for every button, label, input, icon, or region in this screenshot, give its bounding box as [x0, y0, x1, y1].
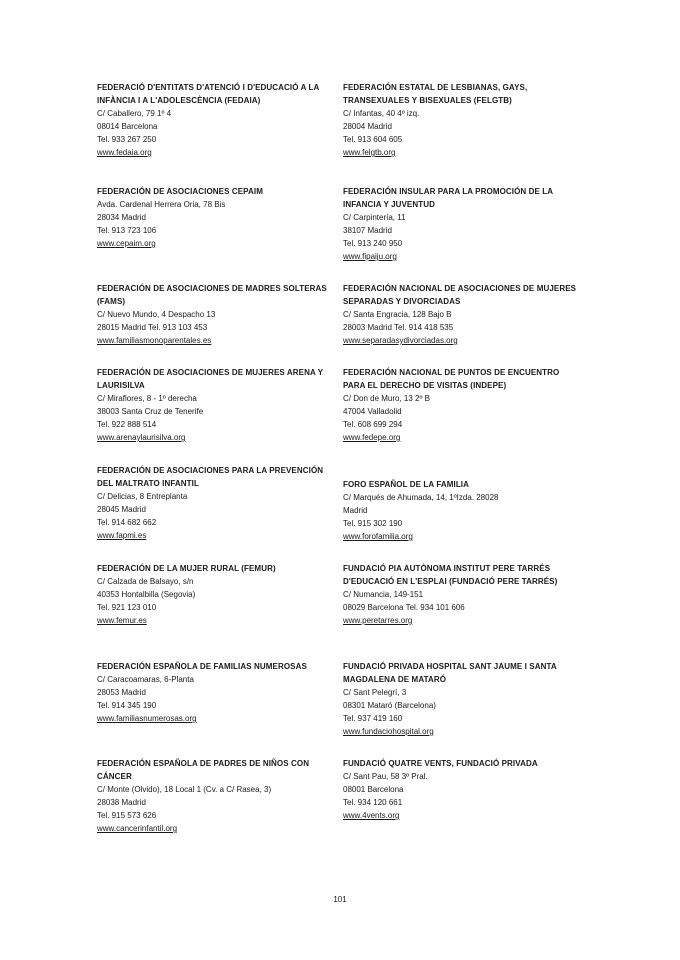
entry-city: 47004 Valladolid — [343, 407, 402, 416]
entry-address: C/ Marqués de Ahumada, 14, 1ºIzda. 28028 — [343, 493, 499, 502]
directory-entry — [343, 185, 583, 263]
entry-phone: Tel. 913 723 106 — [97, 226, 157, 235]
entry-phone: Tel. 933 267 250 — [97, 135, 157, 144]
entry-city: 08014 Barcelona — [97, 122, 158, 131]
entry-name: FEDERACIÓN DE LA MUJER RURAL (FEMUR) — [97, 564, 276, 573]
entry-phone: Tel. 921 123 010 — [97, 603, 157, 612]
entry-phone: Tel. 913 240 950 — [343, 239, 403, 248]
entry-phone: Tel. 934 120 661 — [343, 798, 403, 807]
entry-address: C/ Infantas, 40 4º izq. — [343, 109, 420, 118]
entry-name: FUNDACIÓ PRIVADA HOSPITAL SANT JAUME I SANTA MAGDALENA DE MATARÓ — [343, 662, 557, 684]
entry-city: 28004 Madrid — [343, 122, 392, 131]
entry-website-link[interactable]: www.familiasmonoparentales.es — [97, 336, 212, 345]
entry-city: 38107 Madrid — [343, 226, 392, 235]
entry-address: C/ Delicias, 8 Entreplanta — [97, 492, 188, 501]
entry-website-link[interactable]: www.fedaia.org — [97, 148, 152, 157]
entry-city: 38003 Santa Cruz de Tenerife — [97, 407, 204, 416]
entry-address: Avda. Cardenal Herrera Oria, 78 Bis — [97, 200, 226, 209]
entry-name: FEDERACIÓN DE ASOCIACIONES DE MADRES SOLTERAS (FAMS) — [97, 284, 327, 306]
directory-entry — [97, 282, 337, 347]
entry-name: FEDERACIÓN DE ASOCIACIONES PARA LA PREVENCIÓN DEL MALTRATO INFANTIL — [97, 466, 324, 488]
entry-address: C/ Don de Muro, 13 2º B — [343, 394, 430, 403]
directory-entry — [97, 660, 337, 725]
entry-address: C/ Sant Pau, 58 3º Pral. — [343, 772, 428, 781]
entry-address: C/ Santa Engracia, 128 Bajo B — [343, 310, 452, 319]
entry-name: FUNDACIÓ PIA AUTÒNOMA INSTITUT PERE TARRÉS D'EDUCACIÓ EN L'ESPLAI (FUNDACIÓ PERE TARRÉS) — [343, 564, 558, 586]
entry-city: 08001 Barcelona — [343, 785, 404, 794]
entry-city: 28045 Madrid — [97, 505, 146, 514]
entry-city-phone: 28003 Madrid Tel. 914 418 535 — [343, 323, 454, 332]
entry-phone: Tel. 915 302 190 — [343, 519, 403, 528]
entry-city: 28038 Madrid — [97, 798, 146, 807]
entry-address: C/ Nuevo Mundo, 4 Despacho 13 — [97, 310, 216, 319]
entry-name: FUNDACIÓ QUATRE VENTS, FUNDACIÓ PRIVADA — [343, 759, 538, 768]
entry-website-link[interactable]: www.femur.es — [97, 616, 147, 625]
directory-entry — [343, 757, 583, 822]
entry-city: Madrid — [343, 506, 368, 515]
entry-address: C/ Numancia, 149-151 — [343, 590, 424, 599]
entry-phone: Tel. 937 419 160 — [343, 714, 403, 723]
entry-name: FORO ESPAÑOL DE LA FAMILIA — [343, 480, 470, 489]
entry-name: FEDERACIÓN ESPAÑOLA DE FAMILIAS NUMEROSAS — [97, 662, 307, 671]
entry-name: FEDERACIÓN NACIONAL DE ASOCIACIONES DE MUJERES SEPARADAS Y DIVORCIADAS — [343, 284, 577, 306]
entry-website-link[interactable]: www.arenaylaurisilva.org — [97, 433, 186, 442]
entry-name: FEDERACIÓN NACIONAL DE PUNTOS DE ENCUENTRO PARA EL DERECHO DE VISITAS (INDEPE) — [343, 368, 560, 390]
entry-address: C/ Caracoamaras, 6-Planta — [97, 675, 194, 684]
entry-city: 28034 Madrid — [97, 213, 146, 222]
entry-phone: Tel. 608 699 294 — [343, 420, 403, 429]
entry-name: FEDERACIÓN ESTATAL DE LESBIANAS, GAYS, TRANSEXUALES Y BISEXUALES (FELGTB) — [343, 83, 528, 105]
entry-website-link[interactable]: www.cepaim.org — [97, 239, 156, 248]
directory-entry — [97, 185, 337, 250]
directory-entry — [343, 478, 583, 543]
entry-address: C/ Monte (Olvido), 18 Local 1 (Cv. a C/ Rasea, 3) — [97, 785, 272, 794]
entry-name: FEDERACIÓN DE ASOCIACIONES CEPAIM — [97, 187, 263, 196]
entry-website-link[interactable]: www.fapmi.es — [97, 531, 147, 540]
directory-entry — [97, 366, 337, 444]
entry-city-phone: 08029 Barcelona Tel. 934 101 606 — [343, 603, 465, 612]
entry-website-link[interactable]: www.fedepe.org — [343, 433, 401, 442]
directory-entry — [97, 757, 337, 835]
entry-city: 08301 Mataró (Barcelona) — [343, 701, 436, 710]
entry-phone: Tel. 914 682 662 — [97, 518, 157, 527]
entry-name: FEDERACIÓN ESPAÑOLA DE PADRES DE NIÑOS CON CÁNCER — [97, 759, 310, 781]
entry-city: 28053 Madrid — [97, 688, 146, 697]
entry-phone: Tel. 915 573 626 — [97, 811, 157, 820]
entry-website-link[interactable]: www.4vents.org — [343, 811, 400, 820]
entry-name: FEDERACIÓN INSULAR PARA LA PROMOCIÓN DE LA INFANCIA Y JUVENTUD — [343, 187, 553, 209]
entry-website-link[interactable]: www.fipaiju.org — [343, 252, 397, 261]
entry-website-link[interactable]: www.familiasnumerosas.org — [97, 714, 197, 723]
entry-phone: Tel. 913 604 605 — [343, 135, 403, 144]
directory-entry — [97, 562, 337, 627]
entry-address: C/ Carpintería, 11 — [343, 213, 406, 222]
entry-city: 40353 Hontalbilla (Segovia) — [97, 590, 196, 599]
entry-name: FEDERACIÓN DE ASOCIACIONES DE MUJERES ARENA Y LAURISILVA — [97, 368, 324, 390]
entry-website-link[interactable]: www.felgtb.org — [343, 148, 396, 157]
entry-phone: Tel. 914 345 190 — [97, 701, 157, 710]
entry-phone: Tel. 922 888 514 — [97, 420, 157, 429]
entry-website-link[interactable]: www.peretarres.org — [343, 616, 413, 625]
directory-entry — [343, 660, 583, 738]
directory-entry — [97, 464, 337, 542]
directory-entry — [343, 562, 583, 627]
entry-address: C/ Calzada de Balsayo, s/n — [97, 577, 194, 586]
entry-city-phone: 28015 Madrid Tel. 913 103 453 — [97, 323, 208, 332]
directory-entry — [343, 282, 583, 347]
directory-entry — [343, 81, 583, 159]
directory-entry — [97, 81, 337, 159]
entry-address: C/ Sant Pelegrí, 3 — [343, 688, 407, 697]
entry-name: FEDERACIÓ D'ENTITATS D'ATENCIÓ I D'EDUCACIÓ A LA INFÀNCIA I A L'ADOLESCÈNCIA (FEDAIA) — [97, 83, 320, 105]
entry-address: C/ Caballero, 79 1º 4 — [97, 109, 172, 118]
entry-website-link[interactable]: www.fundaciohospital.org — [343, 727, 434, 736]
directory-entry — [343, 366, 583, 444]
entry-website-link[interactable]: www.cancerinfantil.org — [97, 824, 178, 833]
entry-website-link[interactable]: www.separadasydivorciadas.org — [343, 336, 458, 345]
entry-address: C/ Miraflores, 8 - 1º derecha — [97, 394, 197, 403]
page-number: 101 — [333, 895, 347, 904]
entry-website-link[interactable]: www.forofamilia.org — [343, 532, 413, 541]
